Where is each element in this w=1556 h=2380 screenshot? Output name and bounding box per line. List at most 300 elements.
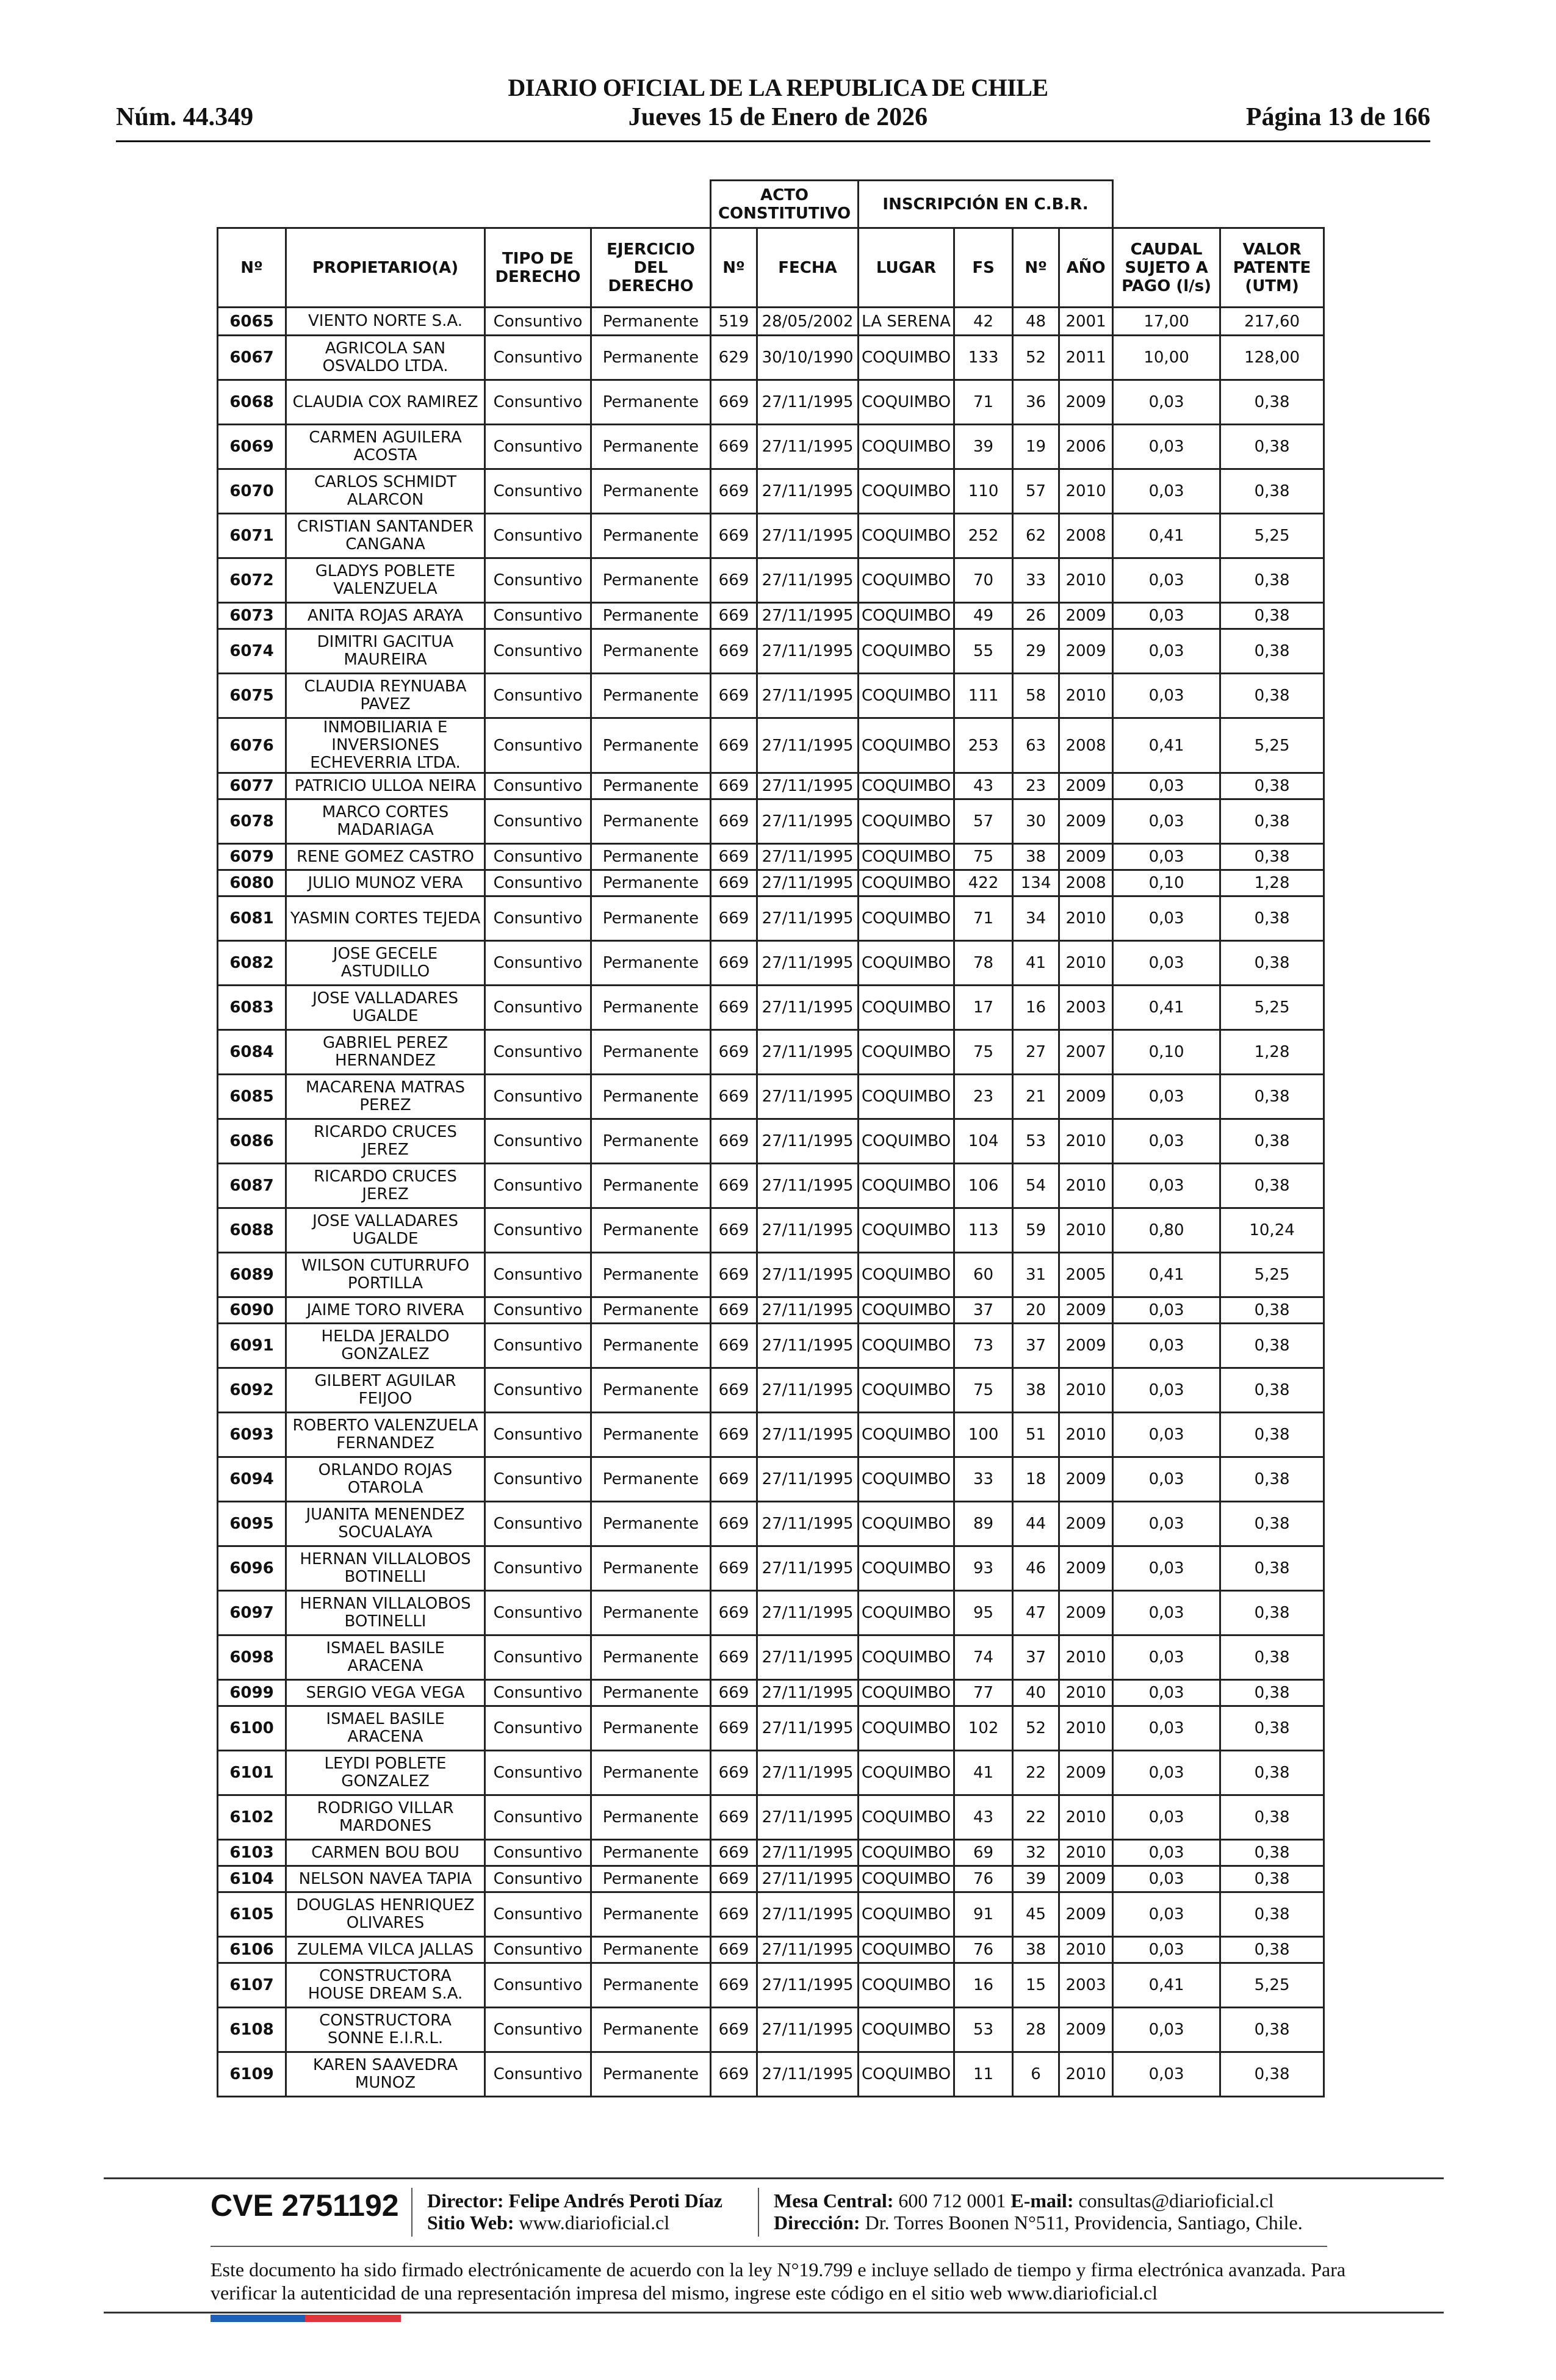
row-anio: 2010 — [1059, 674, 1113, 718]
row-propietario: CARLOS SCHMIDT ALARCON — [286, 469, 485, 514]
row-fs: 102 — [954, 1706, 1013, 1751]
row-cbr-numero: 27 — [1013, 1030, 1059, 1075]
col-ejercicio-derecho: EJERCICIO DEL DERECHO — [591, 228, 711, 308]
row-acto-numero: 669 — [711, 1546, 757, 1591]
row-fs: 111 — [954, 674, 1013, 718]
row-acto-numero: 669 — [711, 1164, 757, 1208]
row-fs: 71 — [954, 896, 1013, 941]
row-propietario: ROBERTO VALENZUELA FERNANDEZ — [286, 1413, 485, 1457]
row-valor-patente: 5,25 — [1220, 1963, 1324, 2008]
row-ejercicio: Permanente — [591, 1635, 711, 1680]
row-propietario: DOUGLAS HENRIQUEZ OLIVARES — [286, 1892, 485, 1937]
row-caudal: 0,03 — [1113, 1119, 1220, 1164]
row-ejercicio: Permanente — [591, 2008, 711, 2052]
row-valor-patente: 0,38 — [1220, 1795, 1324, 1840]
row-numero: 6086 — [218, 1119, 286, 1164]
col-valor-patente: VALOR PATENTE (UTM) — [1220, 228, 1324, 308]
patent-table — [217, 179, 1325, 2097]
table-row — [218, 1119, 1324, 1164]
row-acto-numero: 669 — [711, 1635, 757, 1680]
row-ejercicio: Permanente — [591, 469, 711, 514]
row-ejercicio: Permanente — [591, 986, 711, 1030]
row-tipo-derecho: Consuntivo — [485, 514, 591, 558]
row-numero: 6082 — [218, 941, 286, 986]
web-link[interactable]: www.diarioficial.cl — [519, 2212, 670, 2234]
row-valor-patente: 0,38 — [1220, 799, 1324, 844]
row-caudal: 0,03 — [1113, 558, 1220, 603]
row-anio: 2010 — [1059, 1795, 1113, 1840]
row-ejercicio: Permanente — [591, 1457, 711, 1502]
row-fecha: 27/11/1995 — [757, 1208, 859, 1253]
row-caudal: 0,03 — [1113, 1706, 1220, 1751]
row-propietario: ORLANDO ROJAS OTAROLA — [286, 1457, 485, 1502]
row-valor-patente: 0,38 — [1220, 1075, 1324, 1119]
row-lugar: COQUIMBO — [859, 1324, 954, 1368]
row-valor-patente: 0,38 — [1220, 1635, 1324, 1680]
row-ejercicio: Permanente — [591, 799, 711, 844]
row-cbr-numero: 30 — [1013, 799, 1059, 844]
table-row — [218, 629, 1324, 674]
row-fs: 113 — [954, 1208, 1013, 1253]
flag-red-bar — [305, 2315, 401, 2322]
row-tipo-derecho: Consuntivo — [485, 1866, 591, 1892]
row-lugar: COQUIMBO — [859, 1030, 954, 1075]
row-lugar: LA SERENA — [859, 308, 954, 336]
header-spacer — [1113, 181, 1324, 228]
row-lugar: COQUIMBO — [859, 1297, 954, 1324]
row-tipo-derecho: Consuntivo — [485, 773, 591, 799]
row-numero: 6098 — [218, 1635, 286, 1680]
row-numero: 6072 — [218, 558, 286, 603]
row-fecha: 30/10/1990 — [757, 336, 859, 380]
table-row — [218, 603, 1324, 629]
inscripcion-cbr-header: INSCRIPCIÓN EN C.B.R. — [859, 181, 1113, 228]
row-anio: 2009 — [1059, 1502, 1113, 1546]
row-fecha: 27/11/1995 — [757, 941, 859, 986]
row-valor-patente: 0,38 — [1220, 1892, 1324, 1937]
row-tipo-derecho: Consuntivo — [485, 1164, 591, 1208]
row-propietario: ISMAEL BASILE ARACENA — [286, 1706, 485, 1751]
row-fs: 33 — [954, 1457, 1013, 1502]
row-acto-numero: 669 — [711, 1751, 757, 1795]
row-caudal: 0,03 — [1113, 941, 1220, 986]
footer-inner-rule — [211, 2246, 1327, 2247]
row-ejercicio: Permanente — [591, 1795, 711, 1840]
row-anio: 2010 — [1059, 1840, 1113, 1866]
row-propietario: HERNAN VILLALOBOS BOTINELLI — [286, 1591, 485, 1635]
row-fecha: 27/11/1995 — [757, 1591, 859, 1635]
row-numero: 6093 — [218, 1413, 286, 1457]
row-valor-patente: 0,38 — [1220, 469, 1324, 514]
row-caudal: 0,03 — [1113, 1297, 1220, 1324]
row-cbr-numero: 22 — [1013, 1795, 1059, 1840]
row-fecha: 27/11/1995 — [757, 558, 859, 603]
row-lugar: COQUIMBO — [859, 844, 954, 870]
row-ejercicio: Permanente — [591, 1502, 711, 1546]
row-anio: 2010 — [1059, 2052, 1113, 2097]
row-anio: 2009 — [1059, 1075, 1113, 1119]
table-row — [218, 1706, 1324, 1751]
row-acto-numero: 669 — [711, 2008, 757, 2052]
row-lugar: COQUIMBO — [859, 1119, 954, 1164]
row-ejercicio: Permanente — [591, 1751, 711, 1795]
row-caudal: 0,41 — [1113, 1963, 1220, 2008]
row-cbr-numero: 48 — [1013, 308, 1059, 336]
row-cbr-numero: 34 — [1013, 896, 1059, 941]
row-lugar: COQUIMBO — [859, 603, 954, 629]
row-cbr-numero: 20 — [1013, 1297, 1059, 1324]
row-fs: 23 — [954, 1075, 1013, 1119]
row-anio: 2010 — [1059, 469, 1113, 514]
row-fs: 41 — [954, 1751, 1013, 1795]
row-valor-patente: 10,24 — [1220, 1208, 1324, 1253]
row-acto-numero: 669 — [711, 1502, 757, 1546]
row-valor-patente: 5,25 — [1220, 514, 1324, 558]
row-numero: 6069 — [218, 425, 286, 469]
row-tipo-derecho: Consuntivo — [485, 1253, 591, 1297]
row-lugar: COQUIMBO — [859, 986, 954, 1030]
row-ejercicio: Permanente — [591, 1030, 711, 1075]
row-fecha: 27/11/1995 — [757, 1963, 859, 2008]
row-cbr-numero: 52 — [1013, 336, 1059, 380]
row-ejercicio: Permanente — [591, 870, 711, 896]
row-anio: 2008 — [1059, 718, 1113, 773]
row-tipo-derecho: Consuntivo — [485, 629, 591, 674]
row-anio: 2009 — [1059, 629, 1113, 674]
row-ejercicio: Permanente — [591, 1680, 711, 1706]
row-acto-numero: 669 — [711, 629, 757, 674]
row-anio: 2009 — [1059, 1591, 1113, 1635]
row-tipo-derecho: Consuntivo — [485, 674, 591, 718]
row-caudal: 0,03 — [1113, 1164, 1220, 1208]
row-caudal: 0,03 — [1113, 425, 1220, 469]
row-tipo-derecho: Consuntivo — [485, 896, 591, 941]
row-anio: 2009 — [1059, 1866, 1113, 1892]
row-cbr-numero: 63 — [1013, 718, 1059, 773]
table-row — [218, 1680, 1324, 1706]
row-numero: 6104 — [218, 1866, 286, 1892]
row-ejercicio: Permanente — [591, 1208, 711, 1253]
row-numero: 6088 — [218, 1208, 286, 1253]
row-fs: 252 — [954, 514, 1013, 558]
row-propietario: CLAUDIA REYNUABA PAVEZ — [286, 674, 485, 718]
row-propietario: PATRICIO ULLOA NEIRA — [286, 773, 485, 799]
email-link[interactable]: consultas@diarioficial.cl — [1078, 2190, 1274, 2212]
row-valor-patente: 0,38 — [1220, 1706, 1324, 1751]
row-tipo-derecho: Consuntivo — [485, 1030, 591, 1075]
row-cbr-numero: 40 — [1013, 1680, 1059, 1706]
row-tipo-derecho: Consuntivo — [485, 1208, 591, 1253]
row-numero: 6074 — [218, 629, 286, 674]
row-lugar: COQUIMBO — [859, 1706, 954, 1751]
row-propietario: HELDA JERALDO GONZALEZ — [286, 1324, 485, 1368]
footer-separator — [411, 2188, 412, 2237]
row-anio: 2009 — [1059, 1457, 1113, 1502]
table-body — [218, 308, 1324, 2097]
row-numero: 6089 — [218, 1253, 286, 1297]
row-tipo-derecho: Consuntivo — [485, 1546, 591, 1591]
row-lugar: COQUIMBO — [859, 2052, 954, 2097]
row-fecha: 27/11/1995 — [757, 1840, 859, 1866]
row-lugar: COQUIMBO — [859, 1075, 954, 1119]
row-fecha: 27/11/1995 — [757, 1368, 859, 1413]
row-caudal: 0,03 — [1113, 1635, 1220, 1680]
col-lugar: LUGAR — [859, 228, 954, 308]
table-row — [218, 941, 1324, 986]
row-propietario: RENE GOMEZ CASTRO — [286, 844, 485, 870]
row-fs: 100 — [954, 1413, 1013, 1457]
row-anio: 2009 — [1059, 380, 1113, 425]
row-numero: 6101 — [218, 1751, 286, 1795]
row-acto-numero: 669 — [711, 1075, 757, 1119]
row-numero: 6067 — [218, 336, 286, 380]
row-anio: 2010 — [1059, 1937, 1113, 1963]
row-acto-numero: 669 — [711, 718, 757, 773]
row-tipo-derecho: Consuntivo — [485, 1840, 591, 1866]
row-propietario: CLAUDIA COX RAMIREZ — [286, 380, 485, 425]
legal-notice: Este documento ha sido firmado electrónicamente de acuerdo con la ley N°19.799 e incluye sellado de tiempo y firma electrónica avanzada. Para verificar la autenticidad de una representación impresa del mismo, ingrese este código en el sitio web www.diarioficial.cl — [211, 2259, 1346, 2304]
row-numero: 6077 — [218, 773, 286, 799]
row-lugar: COQUIMBO — [859, 799, 954, 844]
row-anio: 2010 — [1059, 1413, 1113, 1457]
row-fecha: 27/11/1995 — [757, 1680, 859, 1706]
table-row — [218, 674, 1324, 718]
row-lugar: COQUIMBO — [859, 558, 954, 603]
row-fecha: 27/11/1995 — [757, 1502, 859, 1546]
row-acto-numero: 669 — [711, 603, 757, 629]
row-propietario: YASMIN CORTES TEJEDA — [286, 896, 485, 941]
table-row — [218, 1795, 1324, 1840]
row-fecha: 27/11/1995 — [757, 1866, 859, 1892]
row-numero: 6083 — [218, 986, 286, 1030]
row-lugar: COQUIMBO — [859, 1164, 954, 1208]
row-ejercicio: Permanente — [591, 896, 711, 941]
row-ejercicio: Permanente — [591, 1119, 711, 1164]
row-fs: 76 — [954, 1937, 1013, 1963]
row-propietario: AGRICOLA SAN OSVALDO LTDA. — [286, 336, 485, 380]
row-anio: 2009 — [1059, 2008, 1113, 2052]
row-propietario: LEYDI POBLETE GONZALEZ — [286, 1751, 485, 1795]
row-fecha: 27/11/1995 — [757, 514, 859, 558]
row-propietario: GILBERT AGUILAR FEIJOO — [286, 1368, 485, 1413]
row-acto-numero: 669 — [711, 799, 757, 844]
row-propietario: JUANITA MENENDEZ SOCUALAYA — [286, 1502, 485, 1546]
publication-title: DIARIO OFICIAL DE LA REPUBLICA DE CHILE — [508, 74, 1048, 101]
row-numero: 6106 — [218, 1937, 286, 1963]
footer-rule — [104, 2177, 1444, 2179]
row-valor-patente: 1,28 — [1220, 870, 1324, 896]
row-acto-numero: 669 — [711, 425, 757, 469]
table-row — [218, 1075, 1324, 1119]
row-acto-numero: 669 — [711, 986, 757, 1030]
row-acto-numero: 669 — [711, 1413, 757, 1457]
row-numero: 6084 — [218, 1030, 286, 1075]
header-spacer — [218, 181, 711, 228]
row-anio: 2011 — [1059, 336, 1113, 380]
row-caudal: 0,03 — [1113, 773, 1220, 799]
row-cbr-numero: 52 — [1013, 1706, 1059, 1751]
table-row — [218, 308, 1324, 336]
row-fs: 42 — [954, 308, 1013, 336]
table-row — [218, 896, 1324, 941]
row-fecha: 27/11/1995 — [757, 1751, 859, 1795]
row-acto-numero: 669 — [711, 1253, 757, 1297]
row-numero: 6080 — [218, 870, 286, 896]
table-row — [218, 1030, 1324, 1075]
row-acto-numero: 669 — [711, 1457, 757, 1502]
row-ejercicio: Permanente — [591, 558, 711, 603]
row-lugar: COQUIMBO — [859, 1208, 954, 1253]
row-propietario: MARCO CORTES MADARIAGA — [286, 799, 485, 844]
row-fecha: 27/11/1995 — [757, 870, 859, 896]
row-ejercicio: Permanente — [591, 1963, 711, 2008]
table-row — [218, 1413, 1324, 1457]
row-numero: 6091 — [218, 1324, 286, 1368]
row-acto-numero: 669 — [711, 1119, 757, 1164]
row-anio: 2009 — [1059, 773, 1113, 799]
row-fs: 78 — [954, 941, 1013, 986]
row-fs: 77 — [954, 1680, 1013, 1706]
row-lugar: COQUIMBO — [859, 1892, 954, 1937]
row-anio: 2010 — [1059, 896, 1113, 941]
row-numero: 6065 — [218, 308, 286, 336]
table-row — [218, 1963, 1324, 2008]
row-numero: 6107 — [218, 1963, 286, 2008]
row-numero: 6096 — [218, 1546, 286, 1591]
contact-block — [774, 2190, 1303, 2234]
row-caudal: 0,03 — [1113, 1413, 1220, 1457]
row-ejercicio: Permanente — [591, 941, 711, 986]
row-fecha: 27/11/1995 — [757, 1297, 859, 1324]
row-fecha: 27/11/1995 — [757, 1030, 859, 1075]
row-propietario: JOSE GECELE ASTUDILLO — [286, 941, 485, 986]
row-tipo-derecho: Consuntivo — [485, 1368, 591, 1413]
row-ejercicio: Permanente — [591, 1866, 711, 1892]
row-caudal: 0,03 — [1113, 1368, 1220, 1413]
row-cbr-numero: 51 — [1013, 1413, 1059, 1457]
row-valor-patente: 0,38 — [1220, 1324, 1324, 1368]
row-fecha: 27/11/1995 — [757, 1937, 859, 1963]
row-valor-patente: 0,38 — [1220, 1591, 1324, 1635]
row-anio: 2010 — [1059, 941, 1113, 986]
row-fecha: 27/11/1995 — [757, 674, 859, 718]
row-fs: 43 — [954, 1795, 1013, 1840]
row-numero: 6075 — [218, 674, 286, 718]
col-fecha: FECHA — [757, 228, 859, 308]
row-fs: 89 — [954, 1502, 1013, 1546]
row-fs: 60 — [954, 1253, 1013, 1297]
row-lugar: COQUIMBO — [859, 469, 954, 514]
row-fecha: 27/11/1995 — [757, 1795, 859, 1840]
row-cbr-numero: 59 — [1013, 1208, 1059, 1253]
row-lugar: COQUIMBO — [859, 1502, 954, 1546]
row-tipo-derecho: Consuntivo — [485, 941, 591, 986]
row-lugar: COQUIMBO — [859, 1840, 954, 1866]
row-fs: 253 — [954, 718, 1013, 773]
row-anio: 2010 — [1059, 1368, 1113, 1413]
cve-code: CVE 2751192 — [211, 2188, 399, 2223]
row-numero: 6099 — [218, 1680, 286, 1706]
row-numero: 6103 — [218, 1840, 286, 1866]
row-caudal: 0,03 — [1113, 2052, 1220, 2097]
row-propietario: ISMAEL BASILE ARACENA — [286, 1635, 485, 1680]
row-numero: 6079 — [218, 844, 286, 870]
row-acto-numero: 669 — [711, 2052, 757, 2097]
row-propietario: CRISTIAN SANTANDER CANGANA — [286, 514, 485, 558]
row-cbr-numero: 41 — [1013, 941, 1059, 986]
row-acto-numero: 669 — [711, 380, 757, 425]
row-caudal: 0,03 — [1113, 1591, 1220, 1635]
row-cbr-numero: 19 — [1013, 425, 1059, 469]
table-row — [218, 1866, 1324, 1892]
row-fs: 75 — [954, 1368, 1013, 1413]
row-numero: 6076 — [218, 718, 286, 773]
table-row — [218, 1368, 1324, 1413]
row-acto-numero: 669 — [711, 1030, 757, 1075]
row-lugar: COQUIMBO — [859, 425, 954, 469]
direccion-label: Dirección: — [774, 2212, 860, 2234]
row-valor-patente: 0,38 — [1220, 1840, 1324, 1866]
row-tipo-derecho: Consuntivo — [485, 1457, 591, 1502]
row-lugar: COQUIMBO — [859, 514, 954, 558]
table-row — [218, 870, 1324, 896]
row-fs: 422 — [954, 870, 1013, 896]
row-ejercicio: Permanente — [591, 1075, 711, 1119]
row-anio: 2003 — [1059, 986, 1113, 1030]
row-cbr-numero: 36 — [1013, 380, 1059, 425]
row-anio: 2009 — [1059, 1297, 1113, 1324]
table-row — [218, 1208, 1324, 1253]
row-fs: 133 — [954, 336, 1013, 380]
row-ejercicio: Permanente — [591, 2052, 711, 2097]
row-lugar: COQUIMBO — [859, 1368, 954, 1413]
row-ejercicio: Permanente — [591, 674, 711, 718]
col-fs: FS — [954, 228, 1013, 308]
row-tipo-derecho: Consuntivo — [485, 1963, 591, 2008]
row-caudal: 0,10 — [1113, 870, 1220, 896]
row-tipo-derecho: Consuntivo — [485, 2008, 591, 2052]
row-tipo-derecho: Consuntivo — [485, 1892, 591, 1937]
row-acto-numero: 669 — [711, 1963, 757, 2008]
row-propietario: HERNAN VILLALOBOS BOTINELLI — [286, 1546, 485, 1591]
row-numero: 6095 — [218, 1502, 286, 1546]
row-valor-patente: 0,38 — [1220, 674, 1324, 718]
row-numero: 6071 — [218, 514, 286, 558]
table-row — [218, 1253, 1324, 1297]
row-fs: 95 — [954, 1591, 1013, 1635]
row-fecha: 27/11/1995 — [757, 1253, 859, 1297]
row-anio: 2009 — [1059, 799, 1113, 844]
row-fs: 110 — [954, 469, 1013, 514]
row-acto-numero: 669 — [711, 1368, 757, 1413]
row-valor-patente: 0,38 — [1220, 1164, 1324, 1208]
row-anio: 2007 — [1059, 1030, 1113, 1075]
row-anio: 2005 — [1059, 1253, 1113, 1297]
row-valor-patente: 5,25 — [1220, 1253, 1324, 1297]
row-caudal: 0,41 — [1113, 1253, 1220, 1297]
row-propietario: ANITA ROJAS ARAYA — [286, 603, 485, 629]
table-row — [218, 1840, 1324, 1866]
row-cbr-numero: 46 — [1013, 1546, 1059, 1591]
row-ejercicio: Permanente — [591, 1253, 711, 1297]
row-cbr-numero: 54 — [1013, 1164, 1059, 1208]
row-cbr-numero: 38 — [1013, 1937, 1059, 1963]
row-numero: 6070 — [218, 469, 286, 514]
row-caudal: 0,03 — [1113, 1546, 1220, 1591]
row-lugar: COQUIMBO — [859, 1457, 954, 1502]
row-fecha: 27/11/1995 — [757, 986, 859, 1030]
row-propietario: RICARDO CRUCES JEREZ — [286, 1119, 485, 1164]
